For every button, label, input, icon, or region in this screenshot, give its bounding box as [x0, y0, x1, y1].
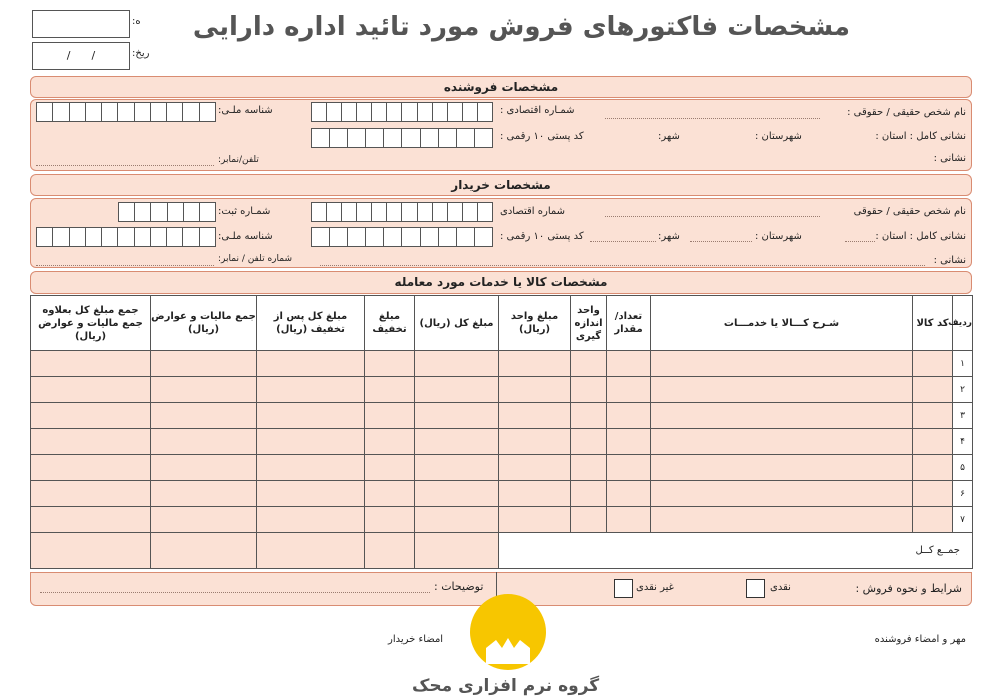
seller-economic-code-label: شمـاره اقتصادی :: [500, 105, 575, 116]
col-unit-price: مبلغ واحد (ریال): [499, 296, 571, 351]
row-number: ۲: [953, 377, 973, 403]
buyer-national-id-boxes[interactable]: [36, 227, 216, 247]
buyer-national-id-label: شناسه ملـی:: [218, 231, 273, 242]
seller-postal-label: کد پستی ۱۰ رقمی :: [500, 131, 584, 142]
date-box[interactable]: [32, 42, 130, 70]
buyer-registration-boxes[interactable]: [118, 202, 216, 222]
col-code: کد کالا: [913, 296, 953, 351]
seller-name-label: نام شخص حقیقی / حقوقی :: [847, 107, 966, 118]
seller-postal-boxes[interactable]: [311, 128, 493, 148]
notes-label: توضیحات :: [434, 580, 484, 593]
table-row: [31, 351, 973, 377]
total-row: [31, 533, 973, 569]
table-row: [31, 377, 973, 403]
notes-line: [40, 592, 430, 593]
buyer-city-line: [590, 241, 656, 242]
total-label-cell: [499, 533, 973, 569]
row-number: ۴: [953, 429, 973, 455]
seller-national-id-label: شناسه ملـی:: [218, 105, 273, 116]
seller-address-label: نشانی کامل : استان :: [875, 131, 966, 142]
buyer-address-line: [320, 265, 925, 266]
row-number: ۱: [953, 351, 973, 377]
seller-name-line: [605, 118, 820, 119]
col-description: شـرح کـــالا یا خدمـــات: [651, 296, 913, 351]
number-label: ه:: [132, 16, 141, 27]
seller-phone-label: تلفن/نمابر:: [218, 155, 259, 165]
table-row: [31, 455, 973, 481]
buyer-province-line: [845, 241, 875, 242]
buyer-phone-line: [36, 265, 214, 266]
col-tax: جمع مالیات و عوارض (ریال): [151, 296, 257, 351]
col-after-discount: مبلغ کل پس از تخفیف (ریال): [257, 296, 365, 351]
page-title: مشخصات فاکتورهای فروش مورد تائید اداره دارایی: [192, 12, 850, 42]
col-grand-total: جمع مبلغ کل بعلاوه جمع مالیات و عوارض (ریال): [31, 296, 151, 351]
col-discount: مبلغ تخفیف: [365, 296, 415, 351]
seller-national-id-boxes[interactable]: [36, 102, 216, 122]
row-number: ۷: [953, 507, 973, 533]
row-number: ۵: [953, 455, 973, 481]
total-label: جمــع کــل: [915, 545, 960, 556]
buyer-signature-label: امضاء خریدار: [388, 634, 444, 645]
table-row: [31, 481, 973, 507]
items-band: مشخصات کالا یا خدمات مورد معامله: [30, 271, 972, 294]
seller-signature-label: مهر و امضاء فروشنده: [874, 634, 966, 645]
buyer-phone-label: شماره تلفن / نمابر:: [218, 254, 293, 264]
date-label: ریخ:: [132, 48, 150, 59]
number-box[interactable]: [32, 10, 130, 38]
buyer-postal-boxes[interactable]: [311, 227, 493, 247]
col-unit: واحد اندازه گیری: [571, 296, 607, 351]
buyer-city-label: شهر:: [658, 231, 680, 242]
seller-city-label: شهر:: [658, 131, 680, 142]
table-row: [31, 429, 973, 455]
buyer-address-label: نشانی کامل : استان :: [875, 231, 966, 242]
table-row: [31, 403, 973, 429]
brand-logo-icon: [466, 594, 550, 672]
cash-label: نقدی: [770, 582, 791, 593]
terms-label: شرایط و نحوه فروش :: [855, 582, 962, 595]
buyer-registration-label: شمـاره ثبت:: [218, 206, 271, 217]
seller-band: مشخصات فروشنده: [30, 76, 972, 98]
noncash-checkbox[interactable]: [614, 579, 633, 598]
row-number: ۳: [953, 403, 973, 429]
buyer-band: مشخصات خریدار: [30, 174, 972, 196]
seller-address2-label: نشانی :: [933, 153, 966, 164]
buyer-county-label: شهرستان :: [755, 231, 802, 242]
buyer-economic-code-label: شماره اقتصادی: [500, 206, 566, 217]
buyer-economic-code-boxes[interactable]: [311, 202, 493, 222]
date-value: / /: [66, 49, 96, 62]
col-row: ردیف: [953, 296, 973, 351]
seller-phone-line: [36, 165, 214, 166]
table-row: [31, 507, 973, 533]
brand-name: گروه نرم افزاری محک: [412, 676, 600, 696]
buyer-county-line: [690, 241, 752, 242]
buyer-name-line: [605, 216, 820, 217]
col-quantity: تعداد/ مقدار: [607, 296, 651, 351]
cash-checkbox[interactable]: [746, 579, 765, 598]
buyer-name-label: نام شخص حقیقی / حقوقی: [853, 206, 966, 217]
buyer-postal-label: کد پستی ۱۰ رقمی :: [500, 231, 584, 242]
row-number: ۶: [953, 481, 973, 507]
buyer-address2-label: نشانی :: [933, 255, 966, 266]
col-total: مبلغ کل (ریال): [415, 296, 499, 351]
seller-economic-code-boxes[interactable]: [311, 102, 493, 122]
items-header-row: [31, 296, 973, 351]
seller-county-label: شهرستان :: [755, 131, 802, 142]
items-table: [30, 295, 973, 569]
noncash-label: غیر نقدی: [636, 582, 674, 593]
